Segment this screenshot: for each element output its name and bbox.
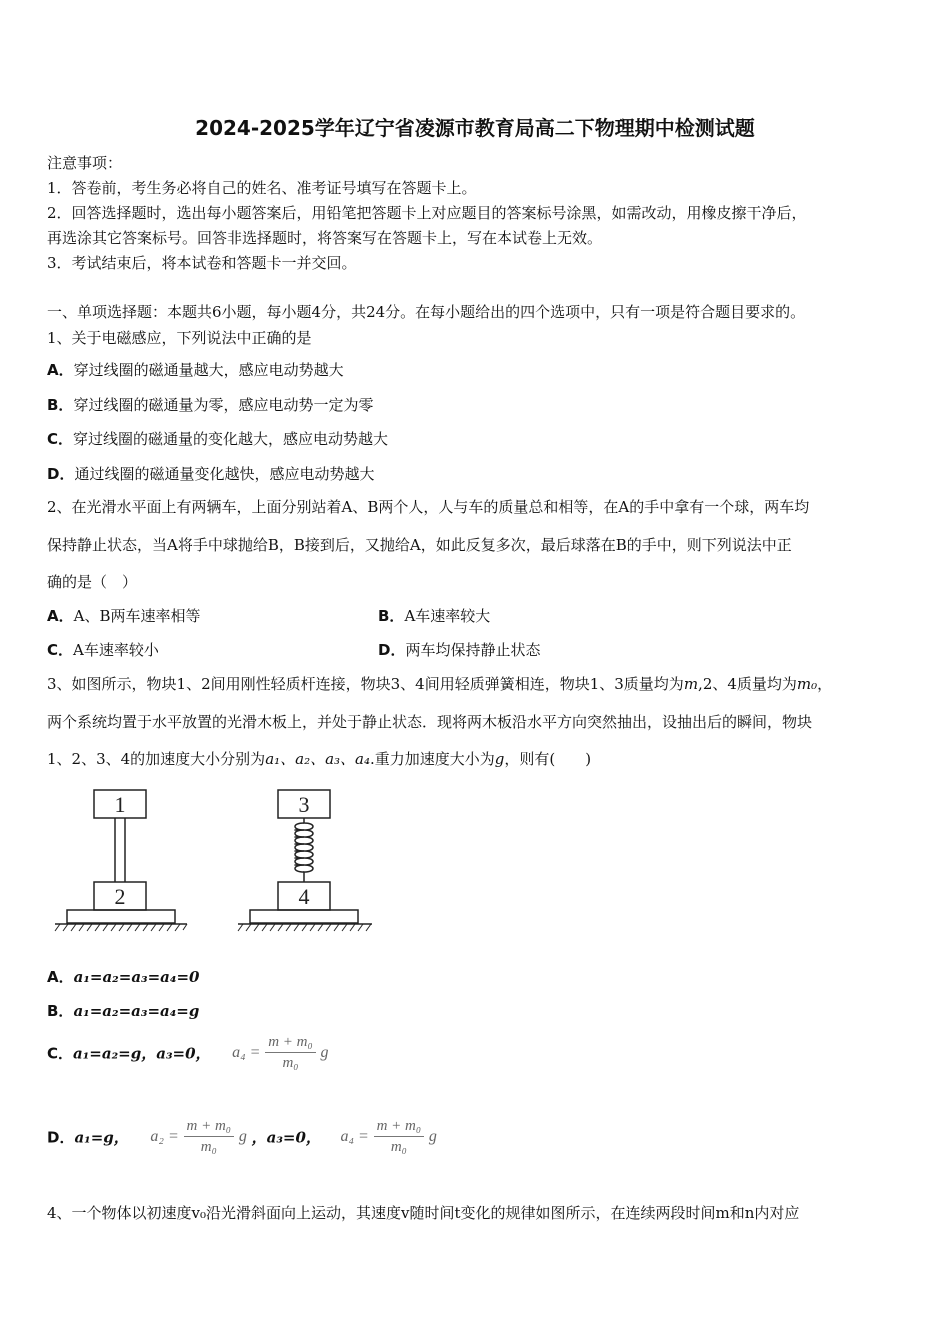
fraction-c: $\frac{\text{m + m₀}}{\text{m₀}}$	[265, 1034, 316, 1072]
section-heading: 一、单项选择题：本题共6小题，每小题4分，共24分。在每小题给出的四个选项中，只有一项是符合题目要求的。	[47, 303, 806, 321]
notice-heading: 注意事项：	[47, 154, 123, 172]
q2-option-a: A．A、B两车速率相等	[47, 607, 201, 625]
q2-option-c: C．A车速率较小	[47, 641, 159, 659]
q2-stem-line2: 保持静止状态，当A将手中球抛给B，B接到后，又抛给A，如此反复多次，最后球落在B的手中，则下列说法中正	[47, 536, 792, 554]
q1-option-c: C．穿过线圈的磁通量的变化越大，感应电动势越大	[47, 430, 389, 448]
q3-stem-line3: 1、2、3、4的加速度大小分别为a₁、a₂、a₃、a₄.重力加速度大小为g，则有( )	[47, 750, 592, 768]
q3-stem-line1: 3、如图所示，物块1、2间用刚性轻质杆连接，物块3、4间用轻质弹簧相连，物块1、3质量均为m,2、4质量均为m₀，	[47, 675, 833, 693]
notice-item-2: 2．回答选择题时，选出每小题答案后，用铅笔把答题卡上对应题目的答案标号涂黑，如需改动，用橡皮擦干净后，	[47, 204, 807, 222]
q2-option-b: B．A车速率较大	[378, 607, 491, 625]
page-title: 2024-2025学年辽宁省凌源市教育局高二下物理期中检测试题	[195, 116, 755, 140]
q3-option-a: A．a₁=a₂=a₃=a₄=0	[47, 968, 200, 986]
notice-item-3: 3．考试结束后，将本试卷和答题卡一并交回。	[47, 254, 357, 272]
notice-item-2-cont: 再选涂其它答案标号。回答非选择题时，将答案写在答题卡上，写在本试卷上无效。	[47, 229, 603, 247]
fraction-d2: $\frac{\text{m + m₀}}{\text{m₀}}$	[374, 1118, 425, 1156]
label-2: 2	[114, 884, 126, 909]
q2-option-d: D．两车均保持静止状态	[378, 641, 541, 659]
q3-stem-line2: 两个系统均置于水平放置的光滑木板上，并处于静止状态．现将两木板沿水平方向突然抽出，设抽出后的瞬间，物块	[47, 713, 813, 731]
q1-option-a: A．穿过线圈的磁通量越大，感应电动势越大	[47, 361, 344, 379]
q3-figure	[50, 785, 380, 935]
label-4: 4	[298, 884, 310, 909]
notice-item-1: 1．答卷前，考生务必将自己的姓名、准考证号填写在答题卡上。	[47, 179, 477, 197]
label-1: 1	[114, 792, 126, 817]
q1-option-b: B．穿过线圈的磁通量为零，感应电动势一定为零	[47, 396, 374, 414]
q3-option-b: B．a₁=a₂=a₃=a₄=g	[47, 1002, 200, 1020]
board-right	[250, 910, 358, 923]
label-3: 3	[298, 792, 310, 817]
board-left	[67, 910, 175, 923]
q2-stem-line1: 2、在光滑水平面上有两辆车，上面分别站着A、B两个人，人与车的质量总和相等，在A的手中拿有一个球，两车均	[47, 498, 810, 516]
q2-stem-line3: 确的是（ ）	[47, 573, 138, 591]
q1-option-d: D．通过线圈的磁通量变化越快，感应电动势越大	[47, 465, 375, 483]
q4-stem: 4、一个物体以初速度v₀沿光滑斜面向上运动，其速度v随时间t变化的规律如图所示，在连续两段时间m和n内对应	[47, 1204, 800, 1222]
fraction-d1: $\frac{\text{m + m₀}}{\text{m₀}}$	[184, 1118, 235, 1156]
q3-option-d: D．a₁=g， a₂ = $\frac{\text{m + m₀}}{\text{m₀}}$ g ，a₃=0， a₄ = $\frac{\text{m + m₀}}{\text{m₀}}$ g	[47, 1118, 437, 1155]
q3-option-c: C．a₁=a₂=g，a₃=0， a₄ = $\frac{\text{m + m₀}}{\text{m₀}}$ g	[47, 1034, 329, 1071]
q1-stem: 1、关于电磁感应，下列说法中正确的是	[47, 329, 312, 347]
